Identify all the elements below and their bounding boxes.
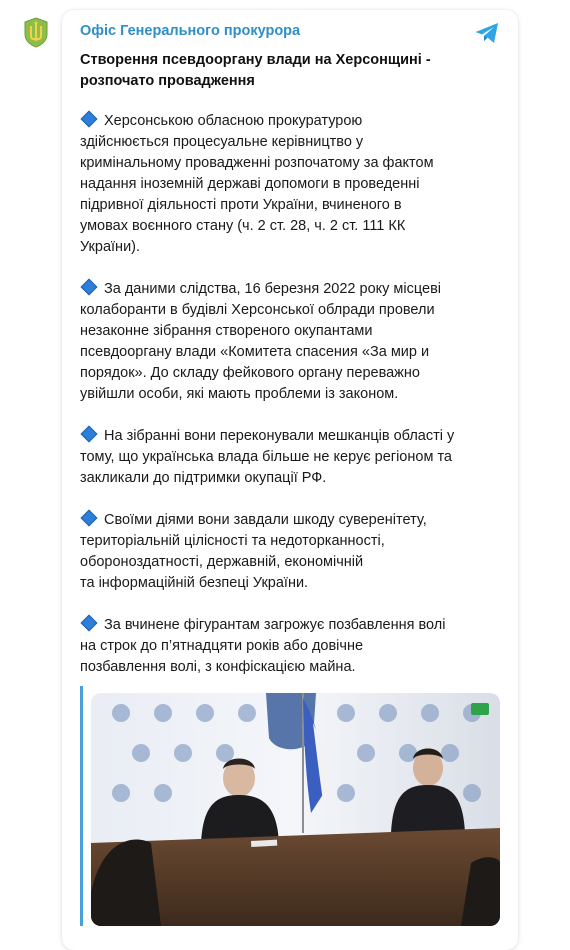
paragraph-line: псевдооргану влади «Комитета спасения «За мир и bbox=[80, 344, 430, 360]
paragraph-line: підривної діяльності проти України, вчиненого в bbox=[80, 197, 402, 213]
post-paragraph bbox=[80, 426, 510, 489]
paragraph-line: незаконне зібрання створеного окупантами bbox=[80, 323, 373, 339]
paragraph-line: кримінальному провадженні розпочатому за фактом bbox=[80, 155, 434, 171]
media-quote-bar bbox=[80, 686, 83, 926]
paragraph-line: на строк до п’ятнадцяти років або довічне bbox=[80, 638, 364, 654]
blue-diamond-icon bbox=[81, 615, 98, 632]
paragraph-line: та інформаційній безпеці України. bbox=[80, 575, 309, 591]
post-paragraph bbox=[80, 510, 510, 594]
paragraph-line: територіальній цілісності та недоторканності, bbox=[80, 533, 385, 549]
title-line: розпочато провадження bbox=[80, 73, 255, 89]
title-line: Створення псевдооргану влади на Херсонщині - bbox=[80, 52, 431, 68]
paragraph-line: За даними слідства, 16 березня 2022 року місцеві bbox=[80, 279, 510, 300]
paragraph-line: умовах воєнного стану (ч. 2 ст. 28, ч. 2 ст. 111 КК bbox=[80, 218, 406, 234]
post-photo[interactable] bbox=[91, 693, 500, 926]
telegram-icon[interactable] bbox=[474, 21, 500, 45]
meeting-photo-image bbox=[91, 693, 500, 926]
paragraph-line: увійшли особи, які мають проблеми із законом. bbox=[80, 386, 399, 402]
paragraph-line: колаборанти в будівлі Херсонської облради провели bbox=[80, 302, 435, 318]
paragraph-line: тому, що українська влада більше не керує регіоном та bbox=[80, 449, 452, 465]
paragraph-line: На зібранні вони переконували мешканців області у bbox=[80, 426, 510, 447]
paragraph-line: Своїми діями вони завдали шкоду суверенітету, bbox=[80, 510, 510, 531]
paragraph-line: здійснюється процесуальне керівництво у bbox=[80, 134, 364, 150]
paragraph-line: Херсонською обласною прокуратурою bbox=[80, 111, 510, 132]
post-paragraph bbox=[80, 111, 510, 258]
post-paragraph bbox=[80, 279, 510, 405]
post-paragraph bbox=[80, 615, 510, 678]
paragraph-line: За вчинене фігурантам загрожує позбавлення волі bbox=[80, 615, 510, 636]
paragraph-line: порядок». До складу фейкового органу переважно bbox=[80, 365, 420, 381]
paragraph-line: обороноздатності, державній, економічній bbox=[80, 554, 364, 570]
paragraph-line: України). bbox=[80, 239, 141, 255]
post-title bbox=[80, 50, 480, 92]
channel-name[interactable]: Офіс Генерального прокурора bbox=[80, 23, 301, 39]
blue-diamond-icon bbox=[81, 279, 98, 296]
paragraph-line: закликали до підтримки окупації РФ. bbox=[80, 470, 327, 486]
blue-diamond-icon bbox=[81, 111, 98, 128]
paragraph-line: позбавлення волі, з конфіскацією майна. bbox=[80, 659, 356, 675]
channel-avatar[interactable] bbox=[20, 16, 52, 48]
blue-diamond-icon bbox=[81, 510, 98, 527]
blue-diamond-icon bbox=[81, 426, 98, 443]
paragraph-line: надання іноземній державі допомоги в проведенні bbox=[80, 176, 420, 192]
